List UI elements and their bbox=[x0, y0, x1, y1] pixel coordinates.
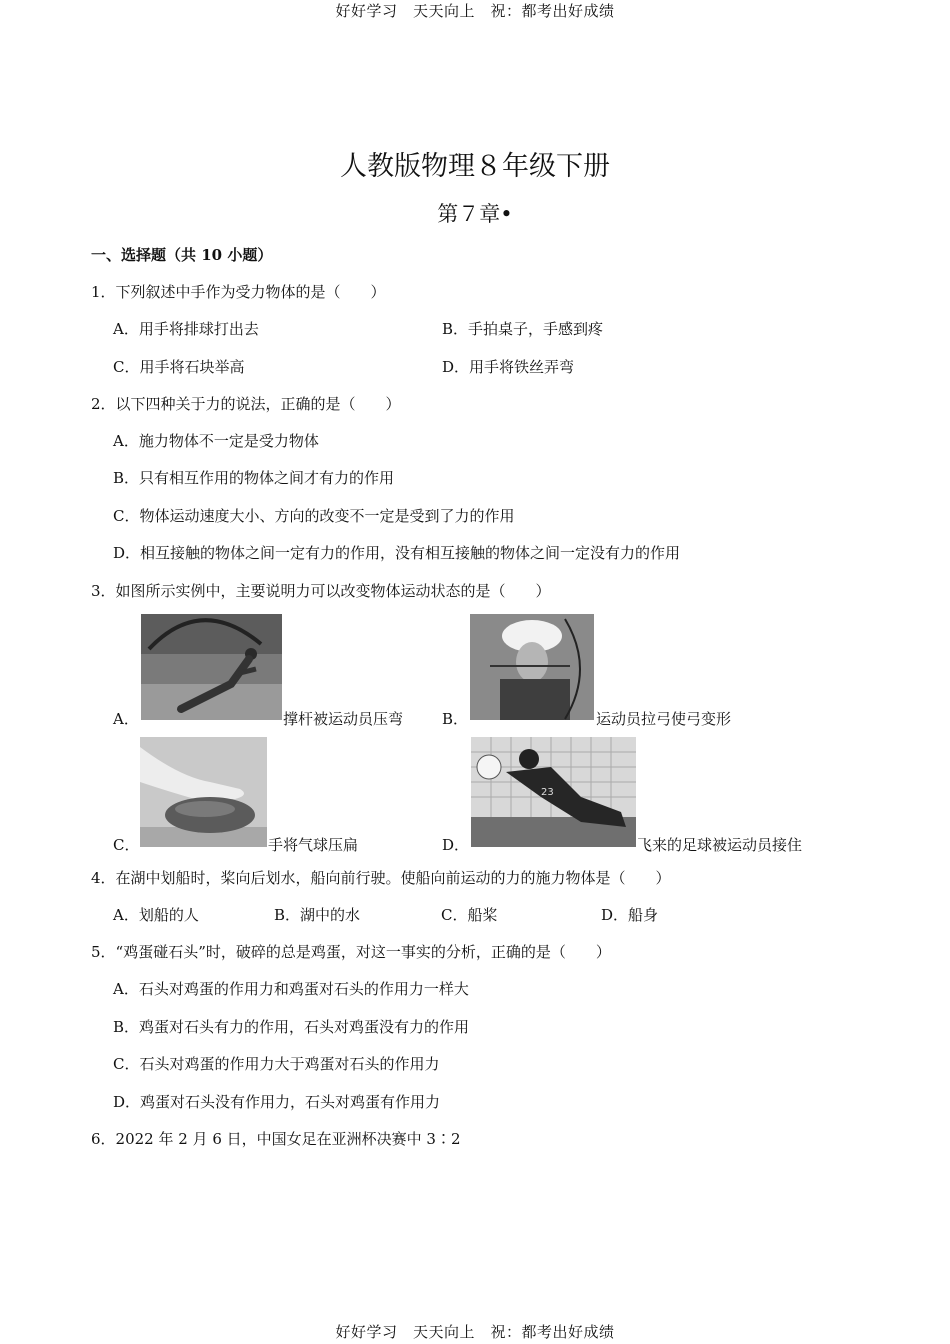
question-4-option-c: C．船桨 bbox=[441, 906, 498, 924]
question-5-option-c: C．石头对鸡蛋的作用力大于鸡蛋对石头的作用力 bbox=[113, 1055, 440, 1073]
question-3-option-b-letter: B． bbox=[442, 710, 469, 728]
question-1-option-c: C．用手将石块举高 bbox=[113, 358, 245, 376]
question-5-option-d: D．鸡蛋对石头没有作用力，石头对鸡蛋有作用力 bbox=[113, 1093, 441, 1111]
question-3-stem: 3．如图所示实例中，主要说明力可以改变物体运动状态的是（ ） bbox=[91, 582, 551, 600]
document-title: 人教版物理８年级下册 bbox=[340, 151, 610, 182]
question-5-option-a: A．石头对鸡蛋的作用力和鸡蛋对石头的作用力一样大 bbox=[113, 980, 469, 998]
pole-vault-photo bbox=[141, 614, 282, 720]
question-3-option-c-letter: C． bbox=[113, 836, 140, 854]
question-4-option-d: D．船身 bbox=[601, 906, 659, 924]
question-3-option-a-letter: A． bbox=[113, 710, 139, 728]
question-6-stem: 6．2022 年 2 月 6 日，中国女足在亚洲杯决赛中 3∶2 bbox=[91, 1130, 461, 1148]
page-footer: 好好学习 天天向上 祝：都考出好成绩 bbox=[335, 1323, 615, 1341]
question-3-option-b-caption: 运动员拉弓使弓变形 bbox=[596, 710, 732, 728]
question-4-stem: 4．在湖中划船时，桨向后划水，船向前行驶。使船向前运动的力的施力物体是（ ） bbox=[91, 869, 671, 887]
question-5-option-b: B．鸡蛋对石头有力的作用，石头对鸡蛋没有力的作用 bbox=[113, 1018, 470, 1036]
page-header: 好好学习 天天向上 祝：都考出好成绩 bbox=[335, 2, 615, 20]
question-1-stem: 1．下列叙述中手作为受力物体的是（ ） bbox=[91, 283, 386, 301]
question-2-stem: 2．以下四种关于力的说法，正确的是（ ） bbox=[91, 395, 401, 413]
question-2-option-d: D．相互接触的物体之间一定有力的作用，没有相互接触的物体之间一定没有力的作用 bbox=[113, 544, 681, 562]
question-3-option-a-caption: 撑杆被运动员压弯 bbox=[283, 710, 404, 728]
question-3-option-d-caption: 飞来的足球被运动员接住 bbox=[637, 836, 803, 854]
question-2-option-a: A．施力物体不一定是受力物体 bbox=[113, 432, 319, 450]
chapter-heading: 第７章• bbox=[437, 202, 513, 226]
question-1-option-d: D．用手将铁丝弄弯 bbox=[442, 358, 575, 376]
question-4-option-a: A．划船的人 bbox=[113, 906, 199, 924]
question-2-option-b: B．只有相互作用的物体之间才有力的作用 bbox=[113, 469, 395, 487]
question-4-option-b: B．湖中的水 bbox=[274, 906, 361, 924]
question-3-option-c-caption: 手将气球压扁 bbox=[268, 836, 359, 854]
question-5-stem: 5．“鸡蛋碰石头”时，破碎的总是鸡蛋，对这一事实的分析，正确的是（ ） bbox=[91, 943, 611, 961]
question-3-option-d-letter: D． bbox=[442, 836, 470, 854]
question-2-option-c: C．物体运动速度大小、方向的改变不一定是受到了力的作用 bbox=[113, 507, 515, 525]
svg-text:23: 23 bbox=[541, 787, 554, 798]
balloon-photo bbox=[140, 737, 267, 847]
goalkeeper-photo bbox=[471, 737, 636, 847]
section-heading: 一、选择题（共 10 小题） bbox=[91, 246, 273, 264]
archer-photo bbox=[470, 614, 594, 720]
question-1-option-a: A．用手将排球打出去 bbox=[113, 320, 259, 338]
question-1-option-b: B．手拍桌子，手感到疼 bbox=[442, 320, 604, 338]
